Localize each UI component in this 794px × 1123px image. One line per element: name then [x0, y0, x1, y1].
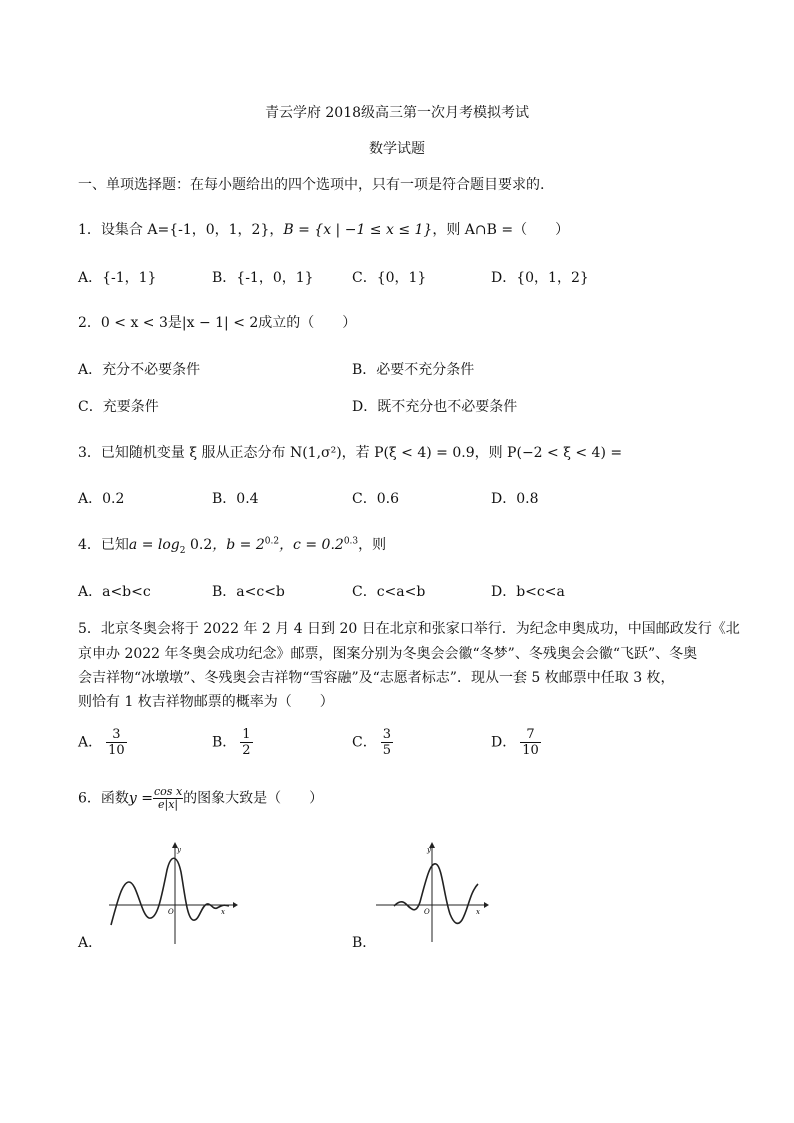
q5-option-d-fraction	[520, 727, 541, 758]
q2-option-d[interactable]: D．既不充分也不必要条件	[352, 399, 518, 415]
question-6-stem	[78, 786, 323, 811]
question-5-line-1: 5．北京冬奥会将于 2022 年 2 月 4 日到 20 日在北京和张家口举行．为纪念申奥成功，中国邮政发行《北	[78, 621, 740, 637]
q5-option-b[interactable]	[212, 727, 253, 758]
q6-graph-b-origin: O	[424, 908, 430, 916]
q5-c-den: 5	[382, 743, 391, 758]
q6-graph-b-y-label: y	[427, 846, 431, 854]
q2-option-b[interactable]: B．必要不充分条件	[352, 362, 475, 378]
q4-option-d[interactable]: D．b<c<a	[491, 584, 565, 600]
q5-option-c-fraction	[381, 727, 393, 758]
section-heading: 一、单项选择题：在每小题给出的四个选项中，只有一项是符合题目要求的.	[78, 177, 545, 193]
q3-option-c[interactable]: C．0.6	[352, 491, 399, 507]
q5-c-num: 3	[382, 727, 391, 742]
question-4-stem	[78, 534, 386, 556]
q4-prefix: 4．已知	[78, 537, 129, 553]
q1-suffix: ，则 A∩B =（ ）	[432, 222, 570, 238]
q4-option-a[interactable]: A．a<b<c	[78, 584, 151, 600]
q6-graph-b-x-label: x	[476, 908, 480, 916]
q5-d-num: 7	[520, 727, 541, 743]
q6-graph-a-y-label: y	[177, 846, 181, 854]
q6-graph-a-x-label: x	[221, 908, 225, 916]
q6-option-a[interactable]: A．	[78, 935, 103, 951]
q4-a-base: 2	[179, 545, 186, 556]
q1-option-c[interactable]: C．{0，1}	[352, 270, 427, 286]
q2-option-a[interactable]: A．充分不必要条件	[78, 362, 201, 378]
q6-graph-b-curve	[394, 864, 478, 924]
q5-b-den: 2	[242, 743, 251, 758]
q4-a-tail: 0.2	[185, 537, 213, 553]
q6-suffix: 的图象大致是（ ）	[183, 790, 324, 807]
q2-option-c[interactable]: C．充要条件	[78, 399, 159, 415]
exam-subtitle: 数学试题	[369, 141, 425, 157]
q5-a-num: 3	[106, 727, 127, 743]
question-5-line-2: 京申办 2022 年冬奥会成功纪念》邮票，图案分别为冬奥会会徽“冬梦”、冬残奥会会徽“飞跃”、冬奥	[78, 646, 698, 662]
q4-a-expr: a = log	[128, 537, 180, 553]
q4-option-b[interactable]: B．a<c<b	[212, 584, 285, 600]
q3-option-a[interactable]: A．0.2	[78, 491, 125, 507]
question-1-stem	[78, 219, 569, 239]
q5-option-b-label: B．	[212, 734, 237, 751]
q1-prefix: 1．设集合 A={-1，0，1，2}，	[78, 222, 284, 238]
q4-option-c[interactable]: C．c<a<b	[352, 584, 426, 600]
q6-graph-b	[372, 840, 494, 944]
q3-option-b[interactable]: B．0.4	[212, 491, 259, 507]
q6-y: y =	[128, 790, 154, 807]
q6-graph-a	[105, 840, 240, 946]
q6-num: cos x	[154, 785, 183, 798]
q4-b-expr: ，b = 2	[212, 537, 265, 553]
q6-graph-a-origin: O	[168, 908, 174, 916]
q5-option-c-label: C．	[352, 734, 377, 751]
q1-set-b: B = {x | −1 ≤ x ≤ 1}	[283, 222, 433, 238]
q4-suffix: ，则	[358, 537, 387, 553]
q4-c-expr: ，c = 0.2	[279, 537, 344, 553]
q5-a-den: 10	[108, 743, 125, 758]
q5-option-a-fraction	[106, 727, 127, 758]
q4-c-exp: 0.3	[343, 536, 359, 547]
q5-d-den: 10	[522, 743, 539, 758]
q1-option-d[interactable]: D．{0，1，2}	[491, 270, 589, 286]
question-2-stem: 2．0 < x < 3是|x − 1| < 2成立的（ ）	[78, 315, 357, 331]
q5-option-a-label: A．	[78, 734, 103, 751]
q5-option-c[interactable]	[352, 727, 393, 758]
q1-option-b[interactable]: B．{-1，0，1}	[212, 270, 314, 286]
question-3-stem: 3．已知随机变量 ξ 服从正态分布 N(1,σ²)，若 P(ξ < 4) = 0.9，则 P(−2 < ξ < 4) =	[78, 445, 623, 461]
q6-fraction	[153, 786, 183, 811]
q6-den: e|x|	[158, 798, 179, 811]
q5-option-d[interactable]	[491, 727, 541, 758]
q5-option-a[interactable]	[78, 727, 127, 758]
q1-option-a[interactable]: A．{-1，1}	[78, 270, 157, 286]
exam-title: 青云学府 2018级高三第一次月考模拟考试	[264, 105, 530, 121]
q6-prefix: 6．函数	[78, 790, 129, 807]
q4-b-exp: 0.2	[264, 536, 280, 547]
question-5-line-3: 会吉祥物“冰墩墩”、冬残奥会吉祥物“雪容融”及“志愿者标志”．现从一套 5 枚邮票中任取 3 枚，	[78, 670, 675, 686]
q3-option-d[interactable]: D．0.8	[491, 491, 539, 507]
q5-option-b-fraction	[240, 727, 252, 758]
q5-option-d-label: D．	[491, 734, 517, 751]
q6-option-b[interactable]: B．	[352, 935, 377, 951]
q5-b-num: 1	[242, 727, 251, 742]
question-5-line-4: 则恰有 1 枚吉祥物邮票的概率为（ ）	[78, 694, 334, 710]
